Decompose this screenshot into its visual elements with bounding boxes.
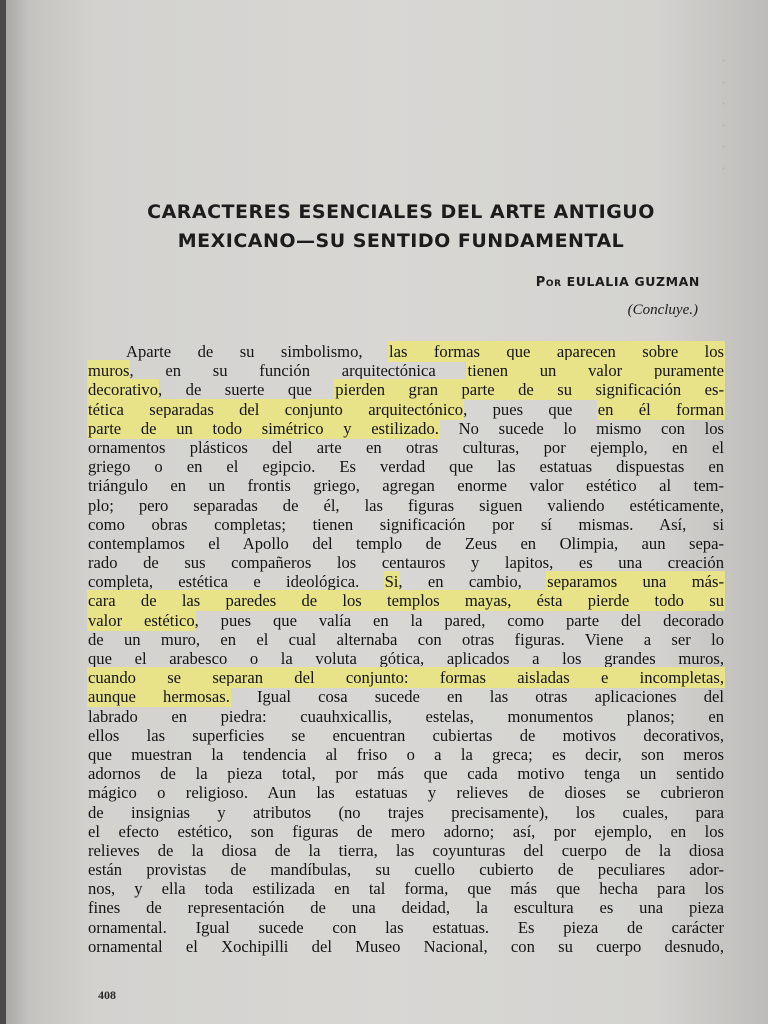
highlighted-text: en él forman <box>597 399 724 419</box>
highlighted-text: muros <box>88 361 130 381</box>
title-line-1: CARACTERES ESENCIALES DEL ARTE ANTIGUO <box>147 201 655 223</box>
text-line <box>88 783 724 802</box>
text-line <box>88 668 724 687</box>
text-line <box>88 898 724 917</box>
text-line <box>88 342 724 361</box>
text-segment: el efecto estético, son figuras de mero adorno; así, por ejemplo, en los <box>88 821 724 841</box>
text-segment: que muestran la tendencia al friso o a la greca; es decir, son meros <box>88 744 724 764</box>
highlighted-text: valor estético <box>88 610 195 630</box>
text-segment: adornos de la pieza total, por más que cada motivo tenga un sentido <box>88 764 724 784</box>
article-body <box>88 342 724 956</box>
continuation-note: (Concluye.) <box>627 302 698 318</box>
page-number: 408 <box>98 988 116 1002</box>
text-line <box>88 822 724 841</box>
text-line <box>88 841 724 860</box>
text-line <box>88 419 724 438</box>
text-line <box>88 879 724 898</box>
text-segment: contemplamos el Apollo del templo de Zeus en Olimpia, aun sepa- <box>88 533 724 553</box>
text-segment: , pues que valía en la pared, como parte del decorado <box>194 610 724 630</box>
text-line <box>88 515 724 534</box>
byline <box>536 274 700 290</box>
text-line <box>88 380 724 399</box>
text-line <box>88 553 724 572</box>
text-line <box>88 860 724 879</box>
text-segment: , pues que <box>463 399 598 419</box>
text-line <box>88 476 724 495</box>
highlighted-text: Si <box>384 572 399 592</box>
highlighted-text: separamos una más- <box>547 572 724 592</box>
text-segment: están provistas de mandíbulas, su cuello cubierto de peculiares ador- <box>88 860 724 880</box>
text-line <box>88 649 724 668</box>
text-segment: , en cambio, <box>398 572 548 592</box>
highlighted-text: cuando se separan del conjunto: formas aisladas e incompletas, <box>88 668 724 688</box>
bleed-through-text: · · · · · · <box>721 52 726 178</box>
text-segment: ornamental el Xochipilli del Museo Nacional, con su cuerpo desnudo, <box>88 936 724 956</box>
text-segment: griego o en el egipcio. Es verdad que las estatuas dispuestas en <box>88 457 724 477</box>
text-line <box>88 803 724 822</box>
text-segment: nos, y ella toda estilizada en tal forma, que más que hecha para los <box>88 879 724 899</box>
text-line <box>88 611 724 630</box>
text-segment: de insignias y atributos (no trajes precisamente), los cuales, para <box>88 802 724 822</box>
text-segment: fines de representación de una deidad, la escultura es una pieza <box>88 898 724 918</box>
text-line <box>88 707 724 726</box>
text-segment: , de suerte que <box>158 380 336 400</box>
text-segment: rado de sus compañeros los centauros y lapitos, es una creación <box>88 553 724 573</box>
highlighted-text: cara de las paredes de los templos mayas, ésta pierde todo su <box>88 591 724 611</box>
text-line <box>88 937 724 956</box>
text-segment: , en su función arquitectónica <box>129 361 468 381</box>
article-title <box>86 198 716 256</box>
highlighted-text: parte de un todo simétrico y estilizado. <box>88 418 439 438</box>
author-name: EULALIA GUZMAN <box>566 274 700 289</box>
text-segment: No sucede lo mismo con los <box>438 418 725 438</box>
text-segment: completa, estética e ideológica. <box>88 572 385 592</box>
highlighted-text: tienen un valor puramente <box>467 361 724 381</box>
text-segment: como obras completas; tienen significación por sí mismas. Así, si <box>88 514 724 534</box>
text-line <box>88 591 724 610</box>
text-line <box>88 361 724 380</box>
byline-prefix: Por <box>535 275 562 290</box>
highlighted-text: tética separadas del conjunto arquitectónico <box>88 399 464 419</box>
title-line-2: MEXICANO—SU SENTIDO FUNDAMENTAL <box>177 230 625 252</box>
text-segment: que el arabesco o la voluta gótica, aplicados a los grandes muros, <box>88 649 724 668</box>
text-segment: Igual cosa sucede en las otras aplicaciones del <box>229 687 724 707</box>
text-line <box>88 764 724 783</box>
text-line <box>88 687 724 706</box>
text-segment: ornamental. Igual sucede con las estatuas. Es pieza de carácter <box>88 917 724 937</box>
text-segment: ellos las superficies se encuentran cubiertas de motivos decorativos, <box>88 725 724 745</box>
text-segment: de un muro, en el cual alternaba con otras figuras. Viene a ser lo <box>88 629 724 649</box>
text-line <box>88 400 724 419</box>
highlighted-text: aunque hermosas. <box>88 687 230 707</box>
highlighted-text: decorativo <box>88 380 159 400</box>
text-segment: ornamentos plásticos del arte en otras culturas, por ejemplo, en el <box>88 437 724 457</box>
text-line <box>88 572 724 591</box>
highlighted-text: pierden gran parte de su significación es- <box>335 380 724 400</box>
text-segment: plo; pero separadas de él, las figuras siguen valiendo estéticamente, <box>88 495 724 515</box>
text-line <box>88 726 724 745</box>
text-line <box>88 457 724 476</box>
text-line <box>88 534 724 553</box>
text-segment: labrado en piedra: cuauhxicallis, estelas, monumentos planos; en <box>88 706 724 726</box>
text-segment: relieves de la diosa de la tierra, las coyunturas del cuerpo de la diosa <box>88 840 724 860</box>
text-line <box>88 745 724 764</box>
document-page <box>6 0 768 1024</box>
highlighted-text: las formas que aparecen sobre los <box>389 342 725 361</box>
text-line <box>88 496 724 515</box>
text-segment: triángulo en un frontis griego, agregan enorme valor estético al tem- <box>88 476 724 496</box>
text-segment: Aparte de su simbolismo, <box>126 342 389 361</box>
text-line <box>88 918 724 937</box>
text-line <box>88 630 724 649</box>
text-segment: mágico o religioso. Aun las estatuas y relieves de dioses se cubrieron <box>88 783 724 803</box>
text-line <box>88 438 724 457</box>
